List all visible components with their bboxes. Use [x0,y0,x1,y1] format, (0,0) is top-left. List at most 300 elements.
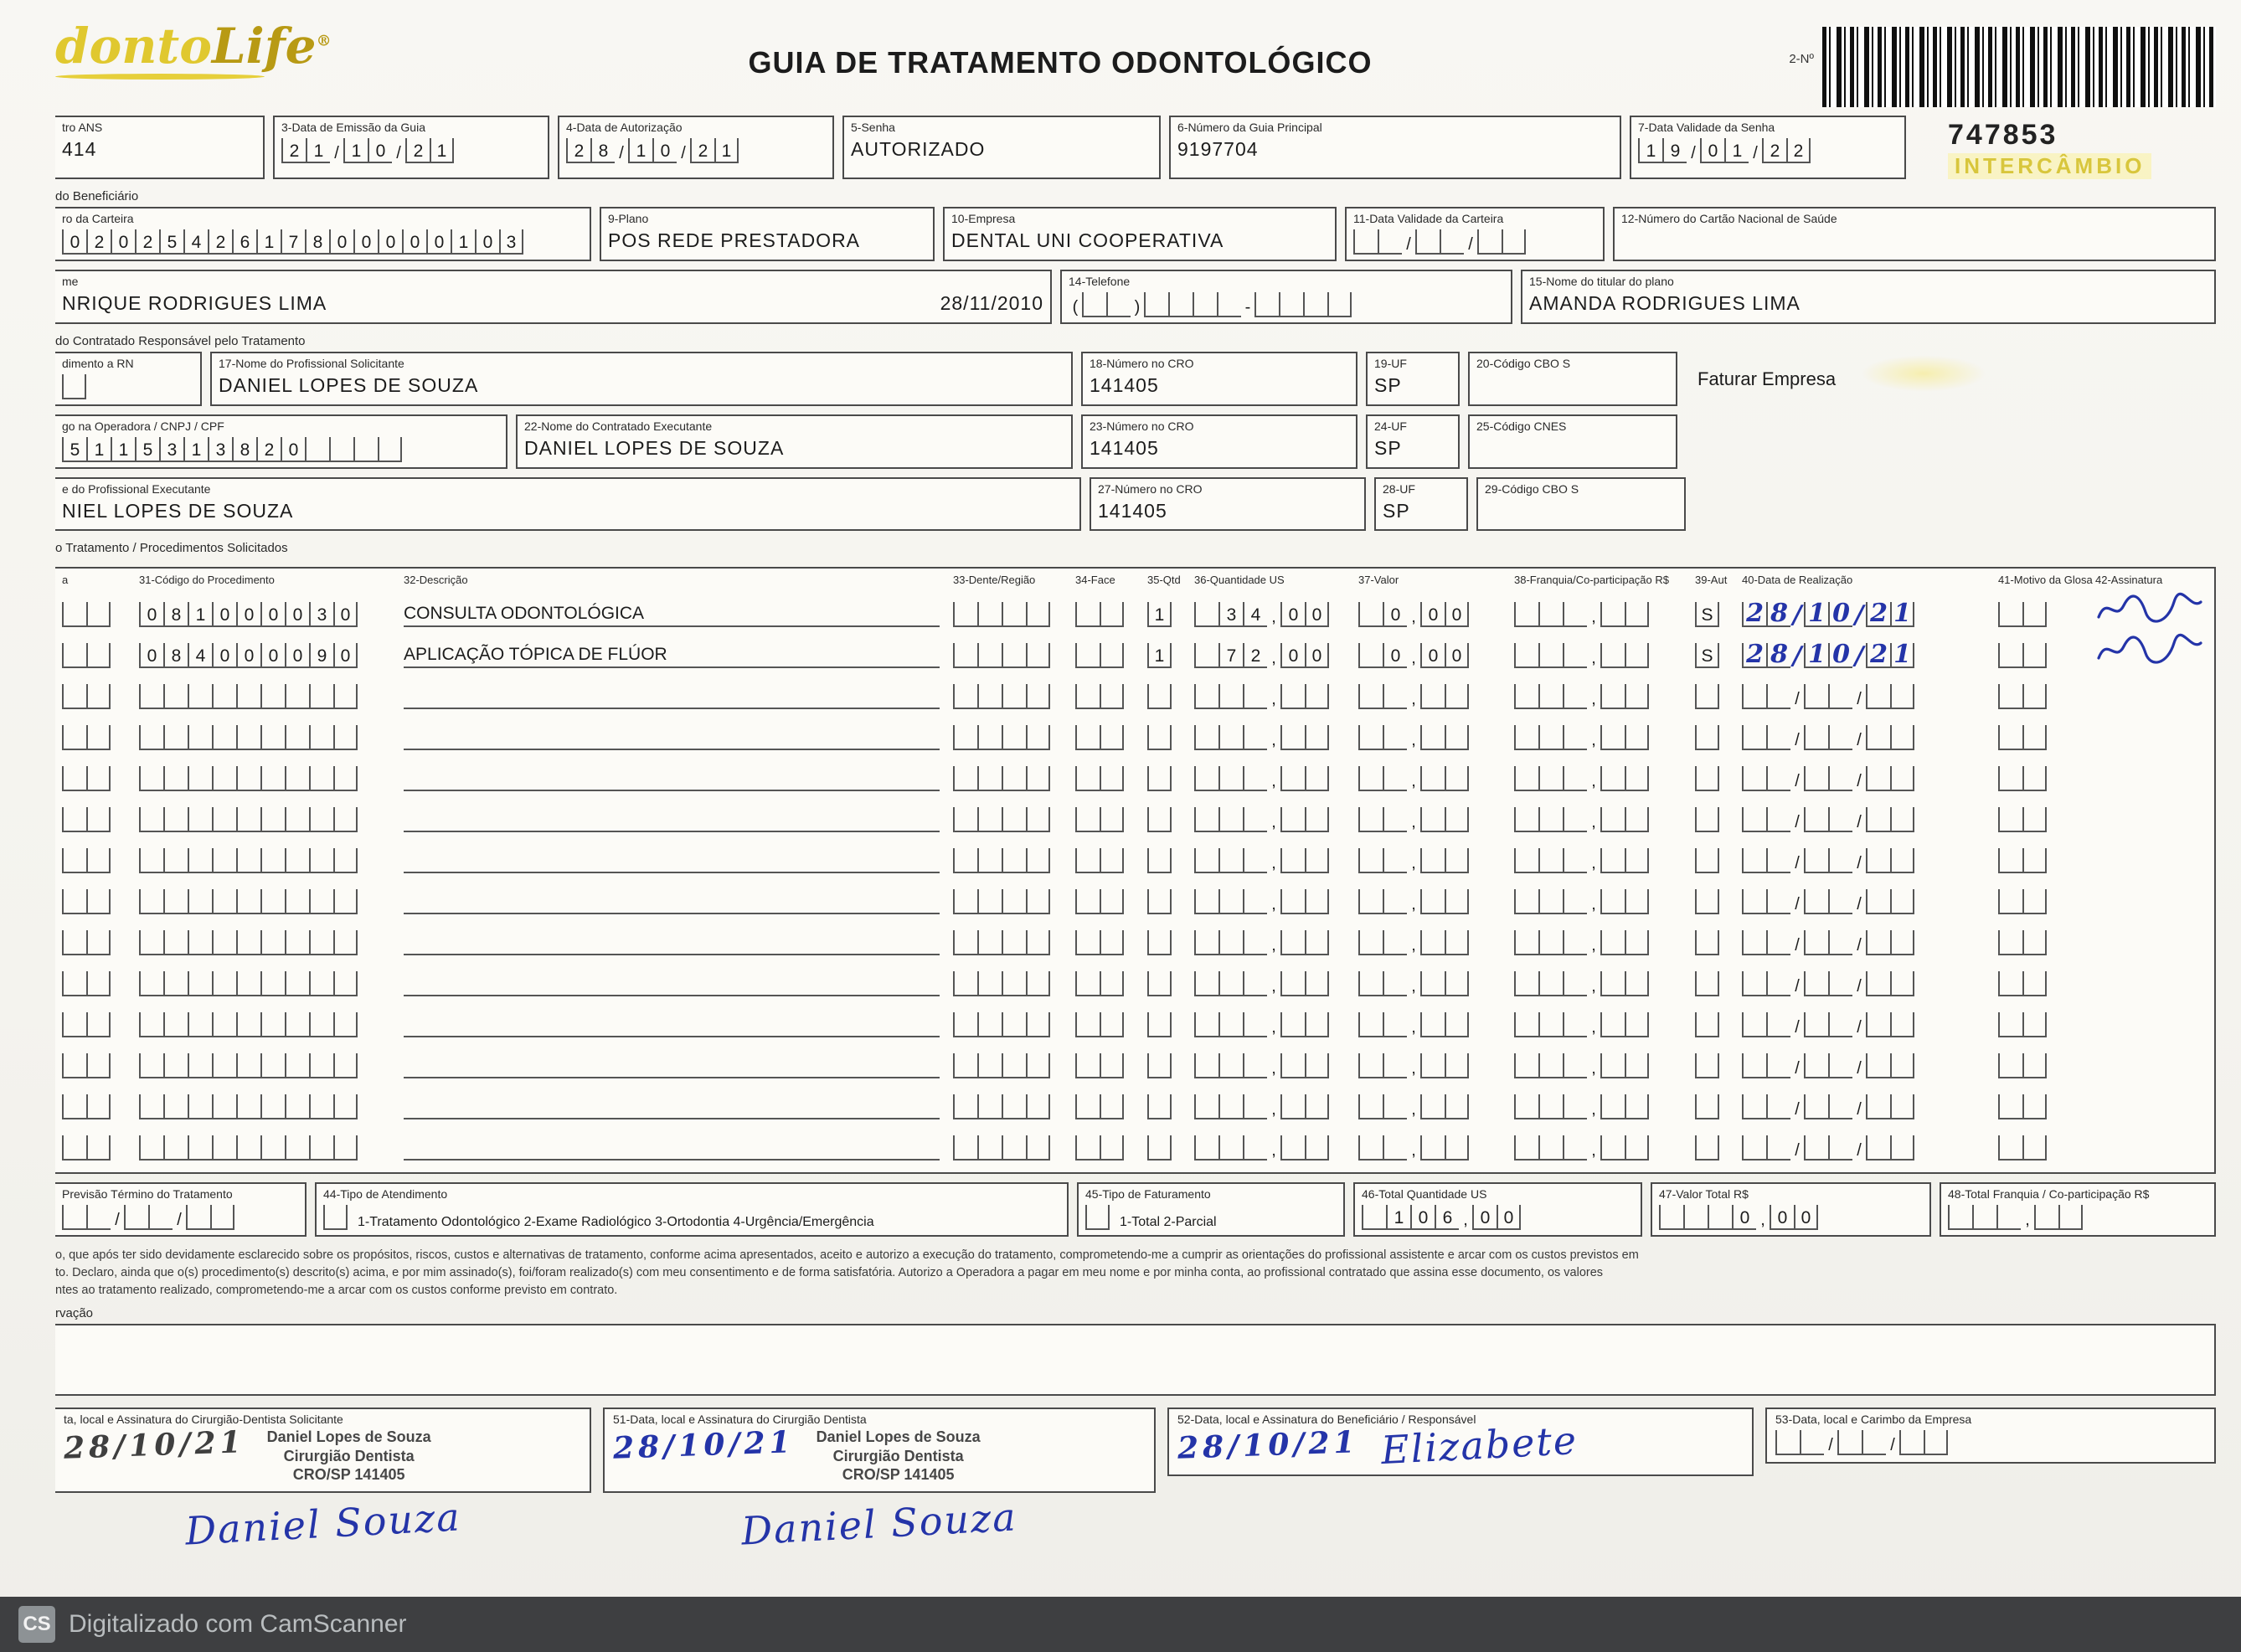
proc-gloss-comb [1998,930,2082,955]
proc-auth-comb [1695,1094,1728,1119]
proc-date-comb [62,684,126,709]
field-label: 46-Total Quantidade US [1362,1187,1487,1201]
proc-description [404,1011,940,1037]
proc-qty-comb [1147,766,1181,791]
field-label: 25-Código CNES [1476,419,1567,433]
camscanner-text: Digitalizado com CamScanner [69,1610,407,1638]
proc-signature [2095,968,2221,996]
procedure-row [62,1091,2208,1119]
proc-qty-comb [1147,930,1181,955]
proc-gloss-comb [1998,971,2082,996]
field-label: 3-Data de Emissão da Guia [281,121,425,134]
field-value: DENTAL UNI COOPERATIVA [951,229,1224,251]
proc-realization-date-comb: / / [1742,766,1985,791]
proc-auth-comb [1695,971,1728,996]
intercambio-watermark: INTERCÂMBIO [1948,153,2151,179]
proc-realization-date-comb: / / [1742,930,1985,955]
field-value: DANIEL LOPES DE SOUZA [524,437,785,459]
proc-description [404,764,940,791]
contratado-row1 [55,352,2216,406]
col-header-us: 36-Quantidade US [1194,574,1285,586]
proc-franchise-comb: , [1514,684,1682,709]
proc-realization-date-comb: / / [1742,1094,1985,1119]
proc-signature [2095,722,2221,750]
signatures-row [55,1408,2216,1554]
proc-description [404,1052,940,1078]
field-label: 23-Número no CRO [1090,419,1194,433]
tipo-faturamento-options: 1-Total 2-Parcial [1120,1215,1217,1229]
camscanner-bar [0,1597,2241,1652]
proc-tooth-region-comb [953,889,1062,914]
signature-block-solicitante [55,1408,591,1554]
procedure-row [62,968,2208,996]
field-value-comb: 5 1 1 5 3 1 3 8 2 0 [62,437,402,462]
stamp-title: Cirurgião Dentista [832,1447,964,1464]
tipo-atendimento-checkbox-comb [323,1205,348,1230]
field-value: 141405 [1090,437,1159,459]
proc-face-comb [1075,1094,1134,1119]
field-label: 6-Número da Guia Principal [1177,121,1322,134]
proc-tooth-region-comb [953,930,1062,955]
col-header-franquia: 38-Franquia/Co-participação R$ [1514,574,1669,586]
field-value: 414 [62,138,97,160]
handwritten-date: 28/10/21 [1177,1424,1360,1466]
proc-description: APLICAÇÃO TÓPICA DE FLÚOR [404,641,940,668]
proc-date-comb [62,971,126,996]
proc-face-comb [1075,930,1134,955]
proc-tooth-region-comb [953,725,1062,750]
col-header-descricao: 32-Descrição [404,574,468,586]
proc-code-comb [139,848,390,873]
proc-qty-comb [1147,971,1181,996]
field-titular-plano [1521,270,2216,324]
field-cro-executante [1081,414,1357,469]
field-label: 4-Data de Autorização [566,121,683,134]
proc-signature [2095,804,2221,832]
proc-us-comb: , [1194,807,1345,832]
proc-realization-date-comb: / / [1742,1135,1985,1161]
proc-value-comb: , [1358,1135,1501,1161]
field-label: 24-UF [1374,419,1407,433]
proc-value-comb: , [1358,889,1501,914]
proc-signature [2095,927,2221,955]
stamp-name: Daniel Lopes de Souza [816,1428,981,1446]
proc-tooth-region-comb [953,766,1062,791]
dentist-stamp [817,1428,981,1485]
proc-tooth-region-comb [953,684,1062,709]
proc-tooth-region-comb [953,971,1062,996]
proc-code-comb [139,971,390,996]
signature-scribble [2095,592,2204,627]
proc-date-comb [62,807,126,832]
field-value: 141405 [1090,374,1159,396]
proc-gloss-comb [1998,684,2082,709]
proc-signature [2095,763,2221,791]
field-value: SP [1383,500,1410,522]
proc-realization-date-comb: / / [1742,889,1985,914]
registered-mark: ® [316,32,332,50]
proc-qty-comb [1147,725,1181,750]
stamp-name: Daniel Lopes de Souza [266,1428,431,1446]
proc-description [404,805,940,832]
field-total-franquia [1940,1182,2216,1237]
field-uf-solicitante [1366,352,1460,406]
procedure-row [62,804,2208,832]
proc-value-comb: , [1358,1053,1501,1078]
field-label: 19-UF [1374,357,1407,370]
proc-gloss-comb [1998,725,2082,750]
proc-description [404,723,940,750]
field-cartao-nacional [1613,207,2216,261]
proc-franchise-comb: , [1514,725,1682,750]
proc-tooth-region-comb [953,1094,1062,1119]
proc-franchise-comb: , [1514,930,1682,955]
contratado-row2 [55,414,2216,469]
col-header-data: a [62,574,69,586]
field-value-comb: / / [62,1205,234,1230]
proc-auth-comb [1695,930,1728,955]
field-value: DANIEL LOPES DE SOUZA [219,374,479,396]
proc-face-comb [1075,1053,1134,1078]
proc-code-comb [139,725,390,750]
proc-signature [2095,1132,2221,1161]
field-tipo-faturamento [1077,1182,1345,1237]
proc-tooth-region-comb [953,848,1062,873]
proc-code-comb [139,1094,390,1119]
procedure-row [62,722,2208,750]
proc-gloss-comb [1998,848,2082,873]
proc-face-comb [1075,971,1134,996]
proc-auth-comb [1695,1012,1728,1037]
proc-description [404,929,940,955]
barcode-number-label: 2-Nº [1789,52,1814,66]
proc-us-comb: 7 2 , 0 0 [1194,643,1345,668]
field-label: 12-Número do Cartão Nacional de Saúde [1621,212,1837,225]
faturar-empresa-note: Faturar Empresa [1686,352,1836,406]
field-label: ta, local e Assinatura do Cirurgião-Dentista Solicitante [64,1413,343,1427]
proc-franchise-comb: , [1514,1053,1682,1078]
proc-franchise-comb: , [1514,807,1682,832]
proc-date-comb [62,766,126,791]
field-cro-profissional [1090,477,1366,531]
proc-code-comb [139,1135,390,1161]
proc-code-comb: 0 8 4 0 0 0 0 9 0 [139,643,390,668]
tipo-faturamento-checkbox-comb [1085,1205,1110,1230]
proc-code-comb [139,1012,390,1037]
proc-code-comb [139,889,390,914]
procedure-row [62,599,2208,630]
beneficiary-name: NRIQUE RODRIGUES LIMA [62,292,327,314]
barcode-area [1789,22,2216,107]
proc-signature [2095,886,2221,914]
col-header-qtd: 35-Qtd [1147,574,1181,586]
guide-number: 747853 [1948,119,2058,151]
field-senha [842,116,1161,179]
field-label: go na Operadora / CNPJ / CPF [62,419,224,433]
handwritten-date: 28/10/21 [612,1424,796,1466]
form-title: GUIA DE TRATAMENTO ODONTOLÓGICO [748,45,1373,80]
proc-value-comb: 0 , 0 0 [1358,643,1501,668]
proc-face-comb [1075,1012,1134,1037]
proc-date-comb [62,1094,126,1119]
field-label: e do Profissional Executante [62,482,211,496]
proc-tooth-region-comb [953,1012,1062,1037]
proc-gloss-comb [1998,602,2082,627]
declaration-line: ntes ao tratamento realizado, comprometendo-me a arcar com os custos conforme previsto em contrato. [55,1284,618,1298]
proc-signature [2095,1009,2221,1037]
col-header-aut: 39-Aut [1695,574,1728,586]
signature-block-empresa [1765,1408,2216,1464]
proc-value-comb: , [1358,848,1501,873]
proc-date-comb [62,848,126,873]
proc-us-comb: , [1194,971,1345,996]
proc-face-comb [1075,766,1134,791]
field-label: 15-Nome do titular do plano [1529,275,1674,288]
field-label: 11-Data Validade da Carteira [1353,212,1504,225]
field-value-comb: 0 2 0 2 5 4 2 6 1 7 8 0 0 0 0 0 1 0 3 [62,229,523,255]
proc-us-comb: , [1194,930,1345,955]
form-header [55,18,2216,107]
field-guia-principal [1169,116,1621,179]
field-value-comb: 1 9 / 0 1 / 2 2 [1638,138,1811,163]
proc-tooth-region-comb [953,807,1062,832]
proc-value-comb: , [1358,930,1501,955]
col-header-glosa: 41-Motivo da Glosa [1998,574,2093,586]
col-header-face: 34-Face [1075,574,1115,586]
proc-signature [2095,681,2221,709]
proc-tooth-region-comb [953,643,1062,668]
field-label: 7-Data Validade da Senha [1638,121,1775,134]
proc-qty-comb [1147,1094,1181,1119]
identification-row [55,116,2216,179]
proc-description: CONSULTA ODONTOLÓGICA [404,600,940,627]
proc-face-comb [1075,1135,1134,1161]
proc-date-comb [62,1053,126,1078]
field-label: 52-Data, local e Assinatura do Beneficiário / Responsável [1177,1413,1476,1427]
proc-franchise-comb: , [1514,1094,1682,1119]
field-label: ro da Carteira [62,212,134,225]
field-label: 44-Tipo de Atendimento [323,1187,448,1201]
field-value-comb: 1 0 6 , 0 0 [1362,1205,1521,1230]
procedure-row [62,845,2208,873]
proc-signature [2095,845,2221,873]
proc-realization-date-comb: / / [1742,1012,1985,1037]
field-value: 141405 [1098,500,1167,522]
field-value [1621,229,2208,251]
field-label: 51-Data, local e Assinatura do Cirurgião Dentista [613,1413,867,1427]
proc-tooth-region-comb [953,1135,1062,1161]
proc-face-comb [1075,602,1134,627]
proc-value-comb: , [1358,766,1501,791]
field-validade-senha [1630,116,1906,179]
proc-date-comb [62,725,126,750]
proc-signature [2095,599,2221,627]
col-header-valor: 37-Valor [1358,574,1399,586]
field-value: AUTORIZADO [851,138,986,160]
col-header-codigo: 31-Código do Procedimento [139,574,275,586]
dentist-stamp [267,1428,431,1485]
signature-scribble [2095,633,2204,668]
field-label: 10-Empresa [951,212,1016,225]
proc-auth-comb [1695,848,1728,873]
signature-block-dentista [603,1408,1156,1554]
proc-description [404,888,940,914]
proc-franchise-comb: , [1514,1135,1682,1161]
field-cnes [1468,414,1677,469]
proc-gloss-comb [1998,1094,2082,1119]
procedures-header [62,574,2208,586]
proc-code-comb [139,930,390,955]
proc-face-comb [1075,848,1134,873]
proc-description [404,970,940,996]
proc-tooth-region-comb [953,602,1062,627]
proc-auth-comb: S [1695,602,1728,627]
proc-gloss-comb [1998,1053,2082,1078]
field-label: 17-Nome do Profissional Solicitante [219,357,404,370]
field-label: 20-Código CBO S [1476,357,1571,370]
field-value: NIEL LOPES DE SOUZA [62,500,294,522]
proc-realization-date-comb: / / [1742,1053,1985,1078]
stamp-cro: CRO/SP 141405 [842,1466,955,1484]
declaration-text [55,1247,2216,1299]
proc-description [404,1093,940,1119]
proc-franchise-comb: , [1514,848,1682,873]
proc-auth-comb [1695,1053,1728,1078]
field-label: 9-Plano [608,212,649,225]
proc-gloss-comb [1998,1135,2082,1161]
proc-us-comb: , [1194,848,1345,873]
proc-face-comb [1075,889,1134,914]
field-label: 5-Senha [851,121,895,134]
proc-auth-comb [1695,684,1728,709]
proc-signature [2095,1091,2221,1119]
handwritten-signature: Daniel Souza [739,1493,1019,1554]
field-label: 29-Código CBO S [1485,482,1579,496]
procedures-table [55,567,2216,1174]
field-value-comb: ( ) - [1069,292,1352,317]
proc-franchise-comb: , [1514,971,1682,996]
proc-date-comb [62,1135,126,1161]
field-cro-solicitante [1081,352,1357,406]
proc-auth-comb [1695,725,1728,750]
field-label: 47-Valor Total R$ [1659,1187,1749,1201]
field-cbo-solicitante [1468,352,1677,406]
observacao-box [55,1324,2216,1396]
proc-us-comb: , [1194,766,1345,791]
field-value: POS REDE PRESTADORA [608,229,861,251]
field-empresa [943,207,1337,261]
field-value [1485,500,1677,522]
field-telefone [1060,270,1512,324]
proc-franchise-comb: , [1514,602,1682,627]
proc-description [404,682,940,709]
proc-franchise-comb: , [1514,1012,1682,1037]
field-label: 48-Total Franquia / Co-participação R$ [1948,1187,2150,1201]
proc-qty-comb: 1 [1147,643,1181,668]
tipo-atendimento-options: 1-Tratamento Odontológico 2-Exame Radiológico 3-Ortodontia 4-Urgência/Emergência [358,1215,874,1229]
proc-realization-date-comb: 2 8 / 1 0 / 2 1 [1742,643,1985,668]
proc-value-comb: , [1358,1012,1501,1037]
field-value-comb: / / [1353,229,1526,255]
logo-swoosh [55,74,265,80]
proc-qty-comb [1147,848,1181,873]
field-cbo-profissional [1476,477,1686,531]
proc-date-comb [62,602,126,627]
field-value-comb: 2 8 / 1 0 / 2 1 [566,138,739,163]
proc-auth-comb: S [1695,643,1728,668]
proc-auth-comb [1695,807,1728,832]
procedure-row [62,681,2208,709]
proc-value-comb: 0 , 0 0 [1358,602,1501,627]
signature-block-beneficiario [1167,1408,1754,1476]
procedure-row [62,1050,2208,1078]
proc-code-comb [139,684,390,709]
proc-code-comb [139,807,390,832]
field-previsao-termino [55,1182,307,1237]
proc-realization-date-comb: / / [1742,684,1985,709]
proc-realization-date-comb: 2 8 / 1 0 / 2 1 [1742,602,1985,627]
contratado-row3 [55,477,2216,531]
field-label: dimento a RN [62,357,134,370]
col-header-assinatura: 42-Assinatura [2095,574,2163,586]
field-validade-carteira [1345,207,1605,261]
proc-face-comb [1075,684,1134,709]
field-tipo-atendimento [315,1182,1069,1237]
procedure-row [62,927,2208,955]
procedure-row [62,1132,2208,1161]
field-value-comb: / / [1775,1430,1948,1455]
field-atendimento-rn [55,352,202,406]
proc-realization-date-comb: / / [1742,848,1985,873]
proc-gloss-comb [1998,807,2082,832]
proc-us-comb: , [1194,1094,1345,1119]
proc-gloss-comb [1998,643,2082,668]
stamp-title: Cirurgião Dentista [283,1447,415,1464]
handwritten-signature: Daniel Souza [183,1493,463,1554]
field-registro-ans [55,116,265,179]
field-label: Previsão Término do Tratamento [62,1187,233,1201]
beneficiario-row1 [55,207,2216,261]
field-nome-beneficiario [55,270,1052,324]
col-header-dente: 33-Dente/Região [953,574,1036,586]
field-value-comb [62,374,86,399]
proc-code-comb: 0 8 1 0 0 0 0 3 0 [139,602,390,627]
proc-date-comb [62,1012,126,1037]
proc-gloss-comb [1998,889,2082,914]
proc-franchise-comb: , [1514,766,1682,791]
field-value-comb: 2 1 / 1 0 / 2 1 [281,138,454,163]
proc-us-comb: , [1194,1053,1345,1078]
field-plano [600,207,935,261]
proc-us-comb: , [1194,684,1345,709]
field-label: 28-UF [1383,482,1415,496]
proc-qty-comb [1147,1135,1181,1161]
section-beneficiario: do Beneficiário [55,189,139,203]
field-profissional-solicitante [210,352,1073,406]
field-data-emissao [273,116,549,179]
field-total-quantidade-us [1353,1182,1642,1237]
proc-qty-comb [1147,1053,1181,1078]
proc-realization-date-comb: / / [1742,725,1985,750]
proc-qty-comb: 1 [1147,602,1181,627]
proc-us-comb: , [1194,889,1345,914]
procedure-row [62,640,2208,671]
beneficiario-row2 [55,270,2216,324]
section-procedimentos: o Tratamento / Procedimentos Solicitados [55,541,288,555]
proc-franchise-comb: , [1514,889,1682,914]
proc-gloss-comb [1998,1012,2082,1037]
field-uf-profissional [1374,477,1468,531]
